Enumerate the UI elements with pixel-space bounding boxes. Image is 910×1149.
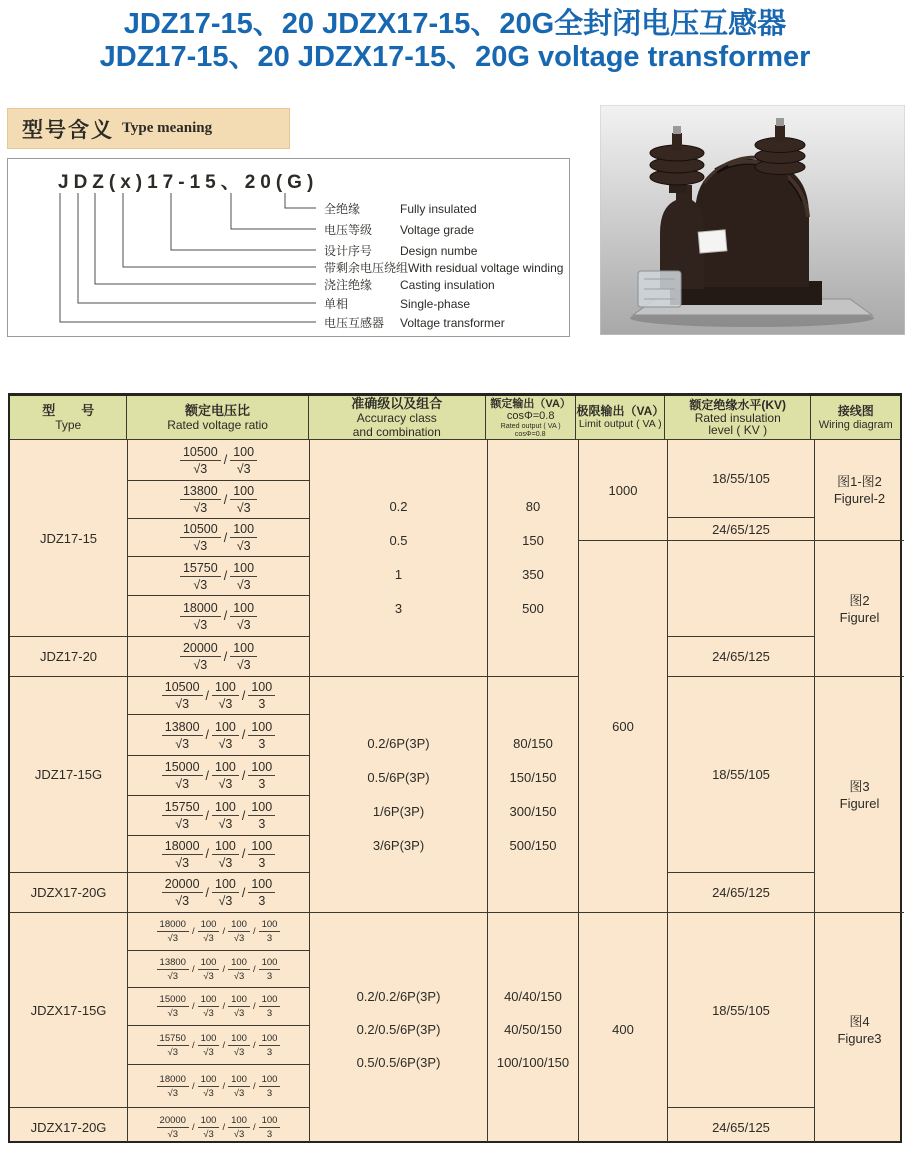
fraction: $\frac{100}{√3}$ [228, 1033, 250, 1058]
col-header-wiring: 接线图 Wiring diagram [818, 403, 893, 431]
ratio-cell [128, 677, 309, 715]
ratio-cell [128, 481, 309, 519]
model-code: JDZ(x)17-15、20(G) [58, 172, 319, 193]
meaning-label-zh: 设计序号 [324, 244, 373, 258]
wiring-figure-en: Figurel [839, 795, 880, 811]
ratio-cell [128, 715, 309, 756]
meaning-label [324, 276, 495, 293]
rated-output-value: 350 [522, 567, 544, 582]
spec-table [8, 393, 902, 1143]
rated-output-cell [488, 440, 578, 677]
rated-output-value: 40/40/150 [504, 989, 562, 1004]
ratio-cell [128, 796, 309, 836]
accuracy-value: 1/6P(3P) [372, 803, 425, 819]
fraction: $\frac{100}{√3}$ [198, 957, 220, 982]
fraction-slash: / [205, 847, 210, 861]
insulation-cell: 24/65/125 [668, 518, 814, 541]
fraction-slash: / [241, 808, 246, 823]
fraction-slash: / [252, 963, 256, 975]
meaning-label [324, 242, 477, 259]
fraction: $\frac{15000}{√3}$ [162, 760, 203, 791]
insulation-cell: 24/65/125 [668, 873, 814, 913]
meaning-label-zh: 电压互感器 [324, 316, 385, 330]
fraction: $\frac{18000}{√3}$ [157, 1074, 189, 1099]
fraction: $\frac{15750}{√3}$ [157, 1033, 189, 1058]
fraction: $\frac{100}{3}$ [248, 839, 275, 870]
bushing-tip [672, 133, 682, 151]
ratio-cell [128, 951, 309, 988]
fraction-slash: / [241, 885, 246, 900]
col-header-limit-output: 极限输出（VA） Limit output ( VA ) [576, 396, 665, 439]
meaning-label [324, 314, 505, 331]
fraction-slash: / [191, 1121, 195, 1133]
ratio-cell [128, 913, 309, 951]
fraction-slash: / [205, 885, 210, 900]
fraction-slash: / [222, 1121, 226, 1133]
type-column [10, 440, 128, 1142]
rated-output-value: 150 [522, 533, 544, 548]
fraction: $\frac{100}{3}$ [259, 957, 281, 982]
fraction-slash: / [222, 1080, 226, 1092]
fraction: $\frac{13800}{√3}$ [180, 484, 221, 515]
meaning-label-zh: 全绝缘 [324, 202, 361, 216]
ratio-cell [128, 1108, 309, 1146]
fraction: $\frac{100}{√3}$ [230, 601, 257, 632]
ratio-column [128, 440, 310, 1142]
accuracy-value: 1 [394, 567, 403, 582]
insulation-cell: 24/65/125 [668, 637, 814, 677]
ratio-cell [128, 756, 309, 796]
fraction: $\frac{15750}{√3}$ [162, 800, 203, 831]
page-title [0, 8, 910, 74]
meaning-label-en: Voltage grade [400, 223, 475, 237]
accuracy-value: 0.5 [389, 533, 408, 548]
meaning-label [324, 259, 563, 276]
type-meaning-heading-zh: 型号含义 [22, 118, 114, 142]
nameplate [698, 230, 727, 253]
fraction-slash: / [223, 530, 228, 545]
fraction-slash: / [205, 768, 210, 783]
col-header-insulation: 额定绝缘水平(KV) Rated insulation level ( KV ) [665, 396, 811, 439]
fraction: $\frac{100}{√3}$ [228, 919, 250, 944]
meaning-label-en: With residual voltage winding [408, 261, 564, 275]
ratio-cell [128, 873, 309, 913]
rated-output-column [488, 440, 579, 1142]
meaning-label-zh: 带剩余电压绕组 [324, 261, 409, 275]
fraction-slash: / [252, 1039, 256, 1051]
accuracy-value: 0.2/0.2/6P(3P) [356, 989, 441, 1004]
meaning-label-zh: 单相 [324, 297, 349, 311]
fraction: $\frac{100}{√3}$ [230, 484, 257, 515]
fraction-slash: / [222, 1039, 226, 1051]
accuracy-value: 0.2 [389, 499, 408, 514]
fraction: $\frac{100}{√3}$ [212, 877, 239, 908]
rated-output-value: 100/100/150 [496, 1055, 570, 1070]
ratio-cell [128, 637, 309, 677]
meaning-label [324, 295, 470, 312]
fraction: $\frac{100}{√3}$ [230, 522, 257, 553]
product-photo [600, 105, 905, 335]
meaning-label-zh: 浇注绝缘 [324, 278, 373, 292]
fraction: $\frac{10500}{√3}$ [180, 522, 221, 553]
fraction: $\frac{100}{√3}$ [228, 1074, 250, 1099]
wiring-figure-zh: 图1-图2 [837, 474, 882, 489]
accuracy-value: 0.5/6P(3P) [367, 769, 430, 785]
diagram-leader-lines [8, 159, 571, 338]
wiring-cell [815, 913, 904, 1146]
terminal-nut [776, 118, 784, 126]
wiring-figure-zh: 图4 [849, 1013, 870, 1029]
type-meaning-heading [7, 108, 290, 149]
wiring-column [815, 440, 904, 1142]
fraction: $\frac{100}{√3}$ [212, 680, 239, 711]
fraction: $\frac{10500}{√3}$ [162, 680, 203, 711]
fraction-slash: / [241, 847, 246, 861]
fraction: $\frac{100}{3}$ [259, 1033, 281, 1058]
fraction-slash: / [191, 1001, 195, 1012]
ratio-cell [128, 988, 309, 1026]
fraction: $\frac{13800}{√3}$ [162, 720, 203, 751]
rated-output-value: 500/150 [509, 837, 557, 853]
fraction: $\frac{18000}{√3}$ [162, 839, 203, 870]
fraction-slash: / [191, 1039, 195, 1051]
meaning-label-en: Casting insulation [400, 278, 495, 292]
fraction-slash: / [205, 728, 210, 742]
fraction-slash: / [191, 963, 195, 975]
terminal-nut [673, 126, 681, 134]
fraction: $\frac{100}{√3}$ [212, 720, 239, 751]
wiring-figure-zh: 图2 [849, 592, 870, 608]
type-cell: JDZX17-20G [10, 873, 127, 913]
type-cell: JDZ17-15G [10, 677, 127, 873]
type-meaning-heading-en: Type meaning [122, 120, 213, 136]
accuracy-value: 3 [394, 601, 403, 616]
fraction-slash: / [223, 569, 228, 583]
wiring-cell [815, 440, 904, 541]
fraction: $\frac{100}{√3}$ [198, 994, 220, 1019]
fraction: $\frac{20000}{√3}$ [157, 1115, 189, 1140]
rated-output-value: 500 [522, 601, 544, 616]
meaning-label [324, 221, 474, 238]
type-cell: JDZ17-20 [10, 637, 127, 677]
col-header-accuracy: 准确级以及组合 Accuracy class and combination [309, 396, 486, 439]
fraction: $\frac{100}{√3}$ [228, 994, 250, 1019]
accuracy-cell [310, 440, 487, 677]
meaning-label-zh: 电压等级 [324, 223, 373, 237]
fraction-slash: / [223, 609, 228, 623]
col-header-ratio: 额定电压比 Rated voltage ratio [127, 396, 308, 439]
wiring-cell [815, 541, 904, 677]
fraction: $\frac{10500}{√3}$ [180, 445, 221, 476]
meaning-label-en: Design numbe [400, 244, 478, 258]
fraction-slash: / [252, 1001, 256, 1012]
ratio-cell [128, 440, 309, 481]
title-line-en: JDZ17-15、20 JDZX17-15、20G voltage transformer [99, 41, 811, 73]
fraction-slash: / [241, 728, 246, 742]
fraction: $\frac{15750}{√3}$ [180, 561, 221, 592]
fraction-slash: / [241, 768, 246, 783]
rated-output-value: 80/150 [513, 735, 553, 751]
fraction: $\frac{100}{√3}$ [230, 561, 257, 592]
meaning-label-en: Single-phase [400, 297, 471, 311]
bushing-tip [775, 125, 785, 142]
meaning-label-en: Fully insulated [400, 202, 477, 216]
fraction: $\frac{20000}{√3}$ [180, 641, 221, 672]
meaning-label-en: Voltage transformer [400, 316, 505, 330]
ratio-cell [128, 836, 309, 873]
fraction: $\frac{100}{3}$ [248, 800, 275, 831]
accuracy-cell [310, 913, 487, 1146]
title-line-zh: JDZ17-15、20 JDZX17-15、20G全封闭电压互感器 [123, 8, 787, 40]
fraction-slash: / [223, 492, 228, 507]
fraction: $\frac{15000}{√3}$ [157, 994, 189, 1019]
fraction-slash: / [252, 926, 256, 937]
fraction: $\frac{100}{√3}$ [212, 800, 239, 831]
col-header-type: 型 号 Type [10, 396, 127, 439]
fraction: $\frac{100}{3}$ [248, 877, 275, 908]
rated-output-value: 40/50/150 [504, 1022, 562, 1037]
col-header-rated-output: 额定输出（VA） cosΦ=0.8 Rated output ( VA ) cosΦ=0.8 [486, 396, 577, 439]
insulation-cell: 18/55/105 [668, 913, 814, 1108]
fraction-slash: / [205, 808, 210, 823]
rated-output-value: 300/150 [509, 803, 557, 819]
fraction: $\frac{20000}{√3}$ [162, 877, 203, 908]
fraction: $\frac{100}{√3}$ [228, 957, 250, 982]
accuracy-value: 0.2/0.5/6P(3P) [356, 1022, 441, 1037]
rated-output-cell [488, 913, 578, 1146]
fraction: $\frac{100}{3}$ [248, 680, 275, 711]
fraction: $\frac{100}{3}$ [248, 720, 275, 751]
ratio-cell [128, 596, 309, 637]
fraction: $\frac{100}{3}$ [259, 994, 281, 1019]
accuracy-cell [310, 677, 487, 913]
fraction: $\frac{100}{√3}$ [212, 760, 239, 791]
fraction: $\frac{100}{√3}$ [230, 641, 257, 672]
limit-output-column [579, 440, 668, 1142]
fraction-slash: / [241, 688, 246, 703]
fraction: $\frac{18000}{√3}$ [180, 601, 221, 632]
fraction: $\frac{13800}{√3}$ [157, 957, 189, 982]
type-meaning-diagram [7, 158, 570, 337]
rated-output-value: 150/150 [509, 769, 557, 785]
limit-output-cell: 600 [579, 541, 667, 913]
fraction-slash: / [252, 1080, 256, 1092]
fraction: $\frac{100}{√3}$ [198, 1033, 220, 1058]
type-cell: JDZ17-15 [10, 440, 127, 637]
fraction-slash: / [223, 453, 228, 467]
insulation-cell: 24/65/125 [712, 1119, 770, 1135]
fraction-slash: / [222, 963, 226, 975]
table-header-row [10, 396, 900, 440]
type-cell: JDZX17-20G [30, 1119, 107, 1135]
limit-output-cell: 400 [612, 1022, 634, 1037]
fraction: $\frac{100}{√3}$ [198, 1115, 220, 1140]
insulation-cell: 18/55/105 [668, 440, 814, 518]
type-cell: JDZX17-15G [10, 913, 127, 1108]
accuracy-value: 3/6P(3P) [372, 837, 425, 853]
ratio-cell [128, 519, 309, 557]
rated-output-value: 80 [525, 499, 541, 514]
fraction-slash: / [222, 926, 226, 937]
fraction-slash: / [191, 926, 195, 937]
ratio-cell [128, 1065, 309, 1108]
insulation-column [668, 440, 815, 1142]
accuracy-value: 0.2/6P(3P) [367, 735, 430, 751]
accuracy-column [310, 440, 488, 1142]
ratio-cell [128, 557, 309, 596]
fraction: $\frac{18000}{√3}$ [157, 919, 189, 944]
ratio-cell [128, 1026, 309, 1065]
insulation-cell [668, 541, 814, 637]
fraction: $\frac{100}{3}$ [259, 919, 281, 944]
rated-output-cell [488, 677, 578, 913]
wiring-cell [815, 677, 904, 913]
fraction-slash: / [191, 1080, 195, 1092]
wiring-figure-zh: 图3 [849, 778, 870, 794]
fraction: $\frac{100}{√3}$ [228, 1115, 250, 1140]
insulation-cell: 18/55/105 [668, 677, 814, 873]
fraction: $\frac{100}{√3}$ [230, 445, 257, 476]
fraction-slash: / [223, 649, 228, 664]
table-body [10, 440, 900, 1142]
fraction: $\frac{100}{√3}$ [212, 839, 239, 870]
wiring-figure-en: Figurel [839, 609, 880, 625]
wiring-figure-en: Figure3 [837, 1030, 882, 1046]
fraction: $\frac{100}{√3}$ [198, 919, 220, 944]
fraction: $\frac{100}{3}$ [248, 760, 275, 791]
fraction-slash: / [252, 1121, 256, 1133]
wiring-figure-en: Figurel-2 [833, 491, 886, 506]
fraction: $\frac{100}{3}$ [259, 1115, 281, 1140]
meaning-label [324, 200, 477, 217]
fraction: $\frac{100}{√3}$ [198, 1074, 220, 1099]
accuracy-value: 0.5/0.5/6P(3P) [356, 1055, 441, 1070]
fraction-slash: / [222, 1001, 226, 1012]
limit-output-cell: 1000 [579, 440, 667, 541]
fraction-slash: / [205, 688, 210, 703]
fraction: $\frac{100}{3}$ [259, 1074, 281, 1099]
